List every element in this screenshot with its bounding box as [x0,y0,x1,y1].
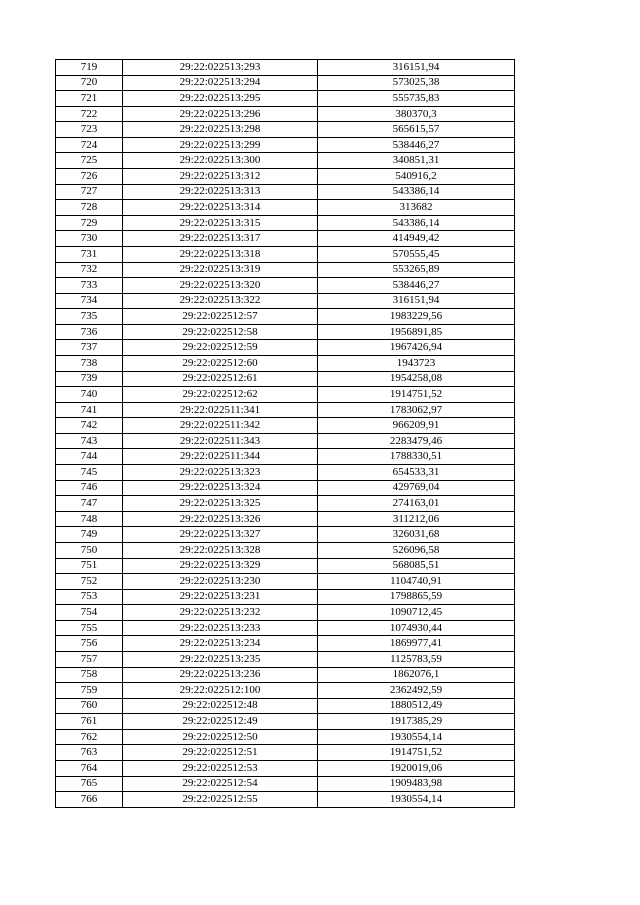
table-row [56,636,515,652]
row-number-cell: 755 [56,620,123,636]
value-cell: 274163,01 [318,496,515,512]
table-row [56,215,515,231]
value-cell: 311212,06 [318,511,515,527]
value-cell: 1869977,41 [318,636,515,652]
row-number-cell: 758 [56,667,123,683]
row-number-cell: 727 [56,184,123,200]
row-number-cell: 736 [56,324,123,340]
cadastral-number-cell: 29:22:022513:328 [123,542,318,558]
table-row [56,75,515,91]
value-cell: 1967426,94 [318,340,515,356]
value-cell: 966209,91 [318,418,515,434]
row-number-cell: 737 [56,340,123,356]
cadastral-number-cell: 29:22:022513:317 [123,231,318,247]
value-cell: 540916,2 [318,169,515,185]
table-row [56,620,515,636]
cadastral-number-cell: 29:22:022512:61 [123,371,318,387]
table-row [56,355,515,371]
row-number-cell: 739 [56,371,123,387]
row-number-cell: 730 [56,231,123,247]
cadastral-number-cell: 29:22:022512:57 [123,309,318,325]
table-row [56,511,515,527]
value-cell: 1943723 [318,355,515,371]
cadastral-number-cell: 29:22:022513:324 [123,480,318,496]
value-cell: 429769,04 [318,480,515,496]
table-row [56,589,515,605]
table-row [56,574,515,590]
row-number-cell: 752 [56,574,123,590]
table-row [56,465,515,481]
value-cell: 1909483,98 [318,776,515,792]
table-body [56,60,515,808]
table-row [56,293,515,309]
table-row [56,324,515,340]
table-row [56,729,515,745]
cadastral-number-cell: 29:22:022512:50 [123,729,318,745]
value-cell: 1983229,56 [318,309,515,325]
row-number-cell: 764 [56,761,123,777]
row-number-cell: 761 [56,714,123,730]
table-row [56,698,515,714]
row-number-cell: 742 [56,418,123,434]
row-number-cell: 763 [56,745,123,761]
cadastral-number-cell: 29:22:022513:300 [123,153,318,169]
value-cell: 1783062,97 [318,402,515,418]
cadastral-number-cell: 29:22:022513:320 [123,278,318,294]
cadastral-number-cell: 29:22:022513:327 [123,527,318,543]
table-row [56,542,515,558]
cadastral-number-cell: 29:22:022512:59 [123,340,318,356]
table-row [56,433,515,449]
row-number-cell: 720 [56,75,123,91]
row-number-cell: 724 [56,137,123,153]
cadastral-number-cell: 29:22:022513:234 [123,636,318,652]
row-number-cell: 749 [56,527,123,543]
value-cell: 2283479,46 [318,433,515,449]
row-number-cell: 753 [56,589,123,605]
table-row [56,527,515,543]
cadastral-number-cell: 29:22:022512:53 [123,761,318,777]
cadastral-number-cell: 29:22:022513:329 [123,558,318,574]
row-number-cell: 741 [56,402,123,418]
cadastral-number-cell: 29:22:022513:313 [123,184,318,200]
row-number-cell: 743 [56,433,123,449]
value-cell: 1914751,52 [318,745,515,761]
table-row [56,496,515,512]
value-cell: 1862076,1 [318,667,515,683]
table-row [56,667,515,683]
cadastral-number-cell: 29:22:022512:58 [123,324,318,340]
cadastral-number-cell: 29:22:022513:295 [123,91,318,107]
cadastral-number-cell: 29:22:022513:322 [123,293,318,309]
value-cell: 573025,38 [318,75,515,91]
value-cell: 565615,57 [318,122,515,138]
table-row [56,761,515,777]
value-cell: 1798865,59 [318,589,515,605]
value-cell: 340851,31 [318,153,515,169]
value-cell: 316151,94 [318,293,515,309]
value-cell: 526096,58 [318,542,515,558]
value-cell: 538446,27 [318,137,515,153]
table-row [56,60,515,76]
table-row [56,137,515,153]
cadastral-number-cell: 29:22:022513:299 [123,137,318,153]
value-cell: 1956891,85 [318,324,515,340]
value-cell: 1930554,14 [318,792,515,808]
cadastral-number-cell: 29:22:022513:323 [123,465,318,481]
cadastral-number-cell: 29:22:022512:49 [123,714,318,730]
table-row [56,278,515,294]
row-number-cell: 740 [56,387,123,403]
table-row [56,776,515,792]
table-row [56,200,515,216]
table-row [56,683,515,699]
row-number-cell: 725 [56,153,123,169]
value-cell: 1104740,91 [318,574,515,590]
cadastral-number-cell: 29:22:022513:298 [123,122,318,138]
row-number-cell: 747 [56,496,123,512]
row-number-cell: 750 [56,542,123,558]
table-row [56,106,515,122]
cadastral-number-cell: 29:22:022511:342 [123,418,318,434]
row-number-cell: 760 [56,698,123,714]
value-cell: 2362492,59 [318,683,515,699]
row-number-cell: 735 [56,309,123,325]
cadastral-number-cell: 29:22:022512:55 [123,792,318,808]
table-row [56,558,515,574]
table-row [56,605,515,621]
table-row [56,231,515,247]
row-number-cell: 726 [56,169,123,185]
table-row [56,387,515,403]
row-number-cell: 746 [56,480,123,496]
value-cell: 1954258,08 [318,371,515,387]
row-number-cell: 721 [56,91,123,107]
cadastral-number-cell: 29:22:022512:51 [123,745,318,761]
row-number-cell: 732 [56,262,123,278]
row-number-cell: 754 [56,605,123,621]
table-row [56,371,515,387]
value-cell: 543386,14 [318,184,515,200]
cadastral-number-cell: 29:22:022513:235 [123,651,318,667]
row-number-cell: 757 [56,651,123,667]
cadastral-number-cell: 29:22:022513:312 [123,169,318,185]
row-number-cell: 731 [56,246,123,262]
row-number-cell: 756 [56,636,123,652]
row-number-cell: 723 [56,122,123,138]
table-row [56,309,515,325]
row-number-cell: 744 [56,449,123,465]
cadastral-number-cell: 29:22:022513:233 [123,620,318,636]
cadastral-number-cell: 29:22:022512:60 [123,355,318,371]
cadastral-number-cell: 29:22:022512:54 [123,776,318,792]
row-number-cell: 719 [56,60,123,76]
table-row [56,184,515,200]
value-cell: 568085,51 [318,558,515,574]
value-cell: 316151,94 [318,60,515,76]
cadastral-number-cell: 29:22:022511:343 [123,433,318,449]
cadastral-number-cell: 29:22:022513:319 [123,262,318,278]
row-number-cell: 734 [56,293,123,309]
cadastral-number-cell: 29:22:022512:62 [123,387,318,403]
value-cell: 1930554,14 [318,729,515,745]
cadastral-number-cell: 29:22:022513:232 [123,605,318,621]
cadastral-number-cell: 29:22:022513:314 [123,200,318,216]
value-cell: 1917385,29 [318,714,515,730]
row-number-cell: 738 [56,355,123,371]
table-row [56,480,515,496]
cadastral-number-cell: 29:22:022513:318 [123,246,318,262]
cadastral-number-cell: 29:22:022513:325 [123,496,318,512]
cadastral-number-cell: 29:22:022513:315 [123,215,318,231]
table-row [56,122,515,138]
value-cell: 380370,3 [318,106,515,122]
row-number-cell: 745 [56,465,123,481]
value-cell: 543386,14 [318,215,515,231]
value-cell: 1074930,44 [318,620,515,636]
table-row [56,792,515,808]
row-number-cell: 722 [56,106,123,122]
value-cell: 313682 [318,200,515,216]
table-row [56,153,515,169]
table-row [56,262,515,278]
cadastral-number-cell: 29:22:022513:326 [123,511,318,527]
table-row [56,91,515,107]
table-row [56,340,515,356]
value-cell: 553265,89 [318,262,515,278]
cadastral-value-table [55,59,515,808]
row-number-cell: 728 [56,200,123,216]
row-number-cell: 751 [56,558,123,574]
cadastral-number-cell: 29:22:022512:100 [123,683,318,699]
cadastral-number-cell: 29:22:022513:294 [123,75,318,91]
table-row [56,651,515,667]
row-number-cell: 765 [56,776,123,792]
table-row [56,169,515,185]
cadastral-number-cell: 29:22:022513:296 [123,106,318,122]
value-cell: 538446,27 [318,278,515,294]
row-number-cell: 762 [56,729,123,745]
table-row [56,714,515,730]
value-cell: 555735,83 [318,91,515,107]
table-row [56,418,515,434]
value-cell: 654533,31 [318,465,515,481]
value-cell: 1914751,52 [318,387,515,403]
cadastral-number-cell: 29:22:022513:230 [123,574,318,590]
table-row [56,449,515,465]
cadastral-number-cell: 29:22:022512:48 [123,698,318,714]
value-cell: 326031,68 [318,527,515,543]
value-cell: 1090712,45 [318,605,515,621]
row-number-cell: 759 [56,683,123,699]
cadastral-number-cell: 29:22:022513:231 [123,589,318,605]
value-cell: 414949,42 [318,231,515,247]
table-row [56,745,515,761]
value-cell: 570555,45 [318,246,515,262]
row-number-cell: 766 [56,792,123,808]
cadastral-number-cell: 29:22:022513:236 [123,667,318,683]
value-cell: 1920019,06 [318,761,515,777]
value-cell: 1880512,49 [318,698,515,714]
cadastral-number-cell: 29:22:022513:293 [123,60,318,76]
table-row [56,246,515,262]
table-row [56,402,515,418]
value-cell: 1125783,59 [318,651,515,667]
cadastral-number-cell: 29:22:022511:341 [123,402,318,418]
row-number-cell: 733 [56,278,123,294]
row-number-cell: 748 [56,511,123,527]
value-cell: 1788330,51 [318,449,515,465]
row-number-cell: 729 [56,215,123,231]
cadastral-number-cell: 29:22:022511:344 [123,449,318,465]
